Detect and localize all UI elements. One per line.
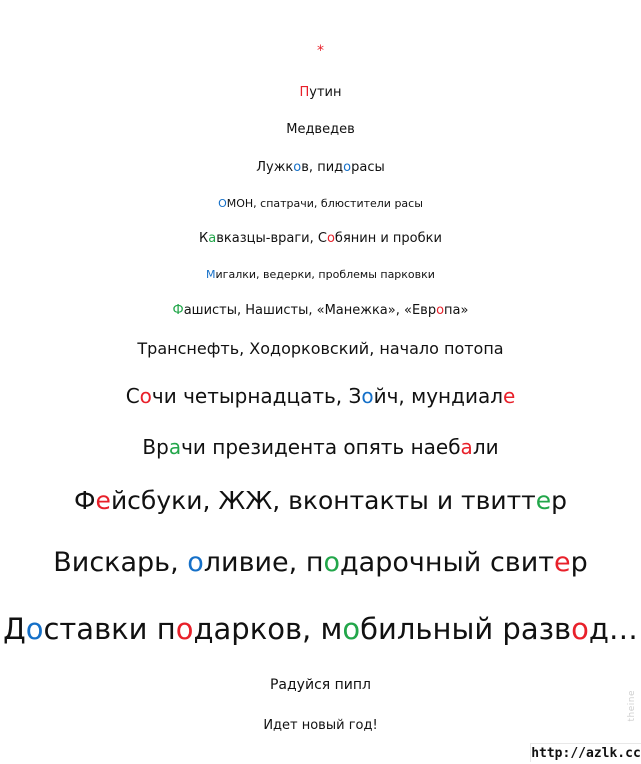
line-6-segment-2: игалки, ведерки, проблемы парковки xyxy=(215,268,435,281)
tree-line-1 xyxy=(0,86,641,99)
line-13-segment-1: Д xyxy=(3,612,26,646)
line-9-segment-2: о xyxy=(139,384,152,408)
line-12-segment-6: е xyxy=(553,547,571,578)
line-6-segment-1: М xyxy=(206,268,216,281)
line-10-segment-1: Вр xyxy=(142,435,169,459)
line-11-segment-2: е xyxy=(95,486,111,515)
line-10-segment-3: чи президента опять наеб xyxy=(181,435,461,459)
line-4-segment-1: О xyxy=(218,197,227,210)
line-12-segment-1: Вискарь, xyxy=(53,547,188,578)
line-7-segment-2: ашисты, Нашисты, «Манежка», «Евр xyxy=(183,303,437,318)
tree-line-4 xyxy=(0,198,641,209)
line-5-segment-4: о xyxy=(326,231,335,246)
line-11-segment-5: р xyxy=(551,486,567,515)
line-14-segment-1: Радуйся пипл xyxy=(269,677,371,693)
line-5-segment-1: К xyxy=(199,231,209,246)
line-15-segment-1: Идет новый год! xyxy=(263,718,378,733)
line-10-segment-2: а xyxy=(168,435,182,459)
line-9-segment-5: йч, мундиал xyxy=(373,384,503,408)
line-10-segment-5: ли xyxy=(472,435,499,459)
line-11-segment-3: йсбуки, ЖЖ, вконтакты и твитт xyxy=(110,486,536,515)
line-7-segment-4: па» xyxy=(444,303,469,318)
tree-line-12 xyxy=(0,549,641,576)
line-11-segment-4: е xyxy=(535,486,552,515)
tree-line-2 xyxy=(0,123,641,136)
line-13-segment-3: ставки п xyxy=(43,612,176,646)
line-13-segment-2: о xyxy=(25,612,44,646)
line-9-segment-6: е xyxy=(503,384,516,408)
line-12-segment-3: ливие, п xyxy=(203,547,324,578)
tree-line-14 xyxy=(0,678,641,692)
line-4-segment-2: МОН, спатрачи, блюстители расы xyxy=(226,197,423,210)
tree-line-8 xyxy=(0,341,641,357)
line-3-segment-3: в, пид xyxy=(301,160,344,175)
line-13-segment-6: о xyxy=(342,612,361,646)
line-5-segment-5: бянин и пробки xyxy=(334,231,442,246)
line-3-segment-1: Лужк xyxy=(256,160,294,175)
line-2-segment-1: Медведев xyxy=(286,122,355,137)
line-11-segment-1: Ф xyxy=(74,486,96,515)
line-9-segment-3: чи четырнадцать, З xyxy=(151,384,362,408)
line-13-segment-8: о xyxy=(571,612,589,646)
line-13-segment-9: д… xyxy=(588,612,638,646)
tree-line-13 xyxy=(0,612,641,646)
line-12-segment-5: дарочный свит xyxy=(340,547,554,578)
tree-line-11 xyxy=(0,488,641,513)
line-13-segment-7: бильный разв xyxy=(360,612,572,646)
url-watermark: http://azlk.cc xyxy=(530,743,641,762)
tree-line-15 xyxy=(0,719,641,732)
line-5-segment-3: вказцы-враги, С xyxy=(216,231,327,246)
line-3-segment-4: о xyxy=(343,160,352,175)
line-7-segment-1: Ф xyxy=(172,303,184,318)
line-12-segment-4: о xyxy=(323,547,341,578)
line-9-segment-4: о xyxy=(361,384,374,408)
line-3-segment-2: о xyxy=(293,160,302,175)
line-1-segment-2: утин xyxy=(309,85,342,100)
tree-line-6 xyxy=(0,269,641,280)
tree-line-5 xyxy=(0,232,641,245)
line-3-segment-5: расы xyxy=(351,160,385,175)
tree-line-10 xyxy=(0,437,641,457)
tree-line-3 xyxy=(0,161,641,174)
line-10-segment-4: а xyxy=(460,435,473,459)
line-13-segment-5: дарков, м xyxy=(193,612,343,646)
tree-line-7 xyxy=(0,304,641,317)
line-12-segment-7: р xyxy=(570,547,588,578)
line-7-segment-3: о xyxy=(436,303,445,318)
tree-star: * xyxy=(317,43,324,59)
line-9-segment-1: С xyxy=(125,384,140,408)
line-1-segment-1: П xyxy=(299,85,310,100)
line-8-segment-1: Транснефть, Ходорковский, начало потопа xyxy=(137,339,504,358)
vertical-watermark: theine xyxy=(627,690,637,722)
line-12-segment-2: о xyxy=(187,547,204,578)
line-13-segment-4: о xyxy=(175,612,194,646)
line-5-segment-2: а xyxy=(208,231,217,246)
tree-line-9 xyxy=(0,386,641,406)
